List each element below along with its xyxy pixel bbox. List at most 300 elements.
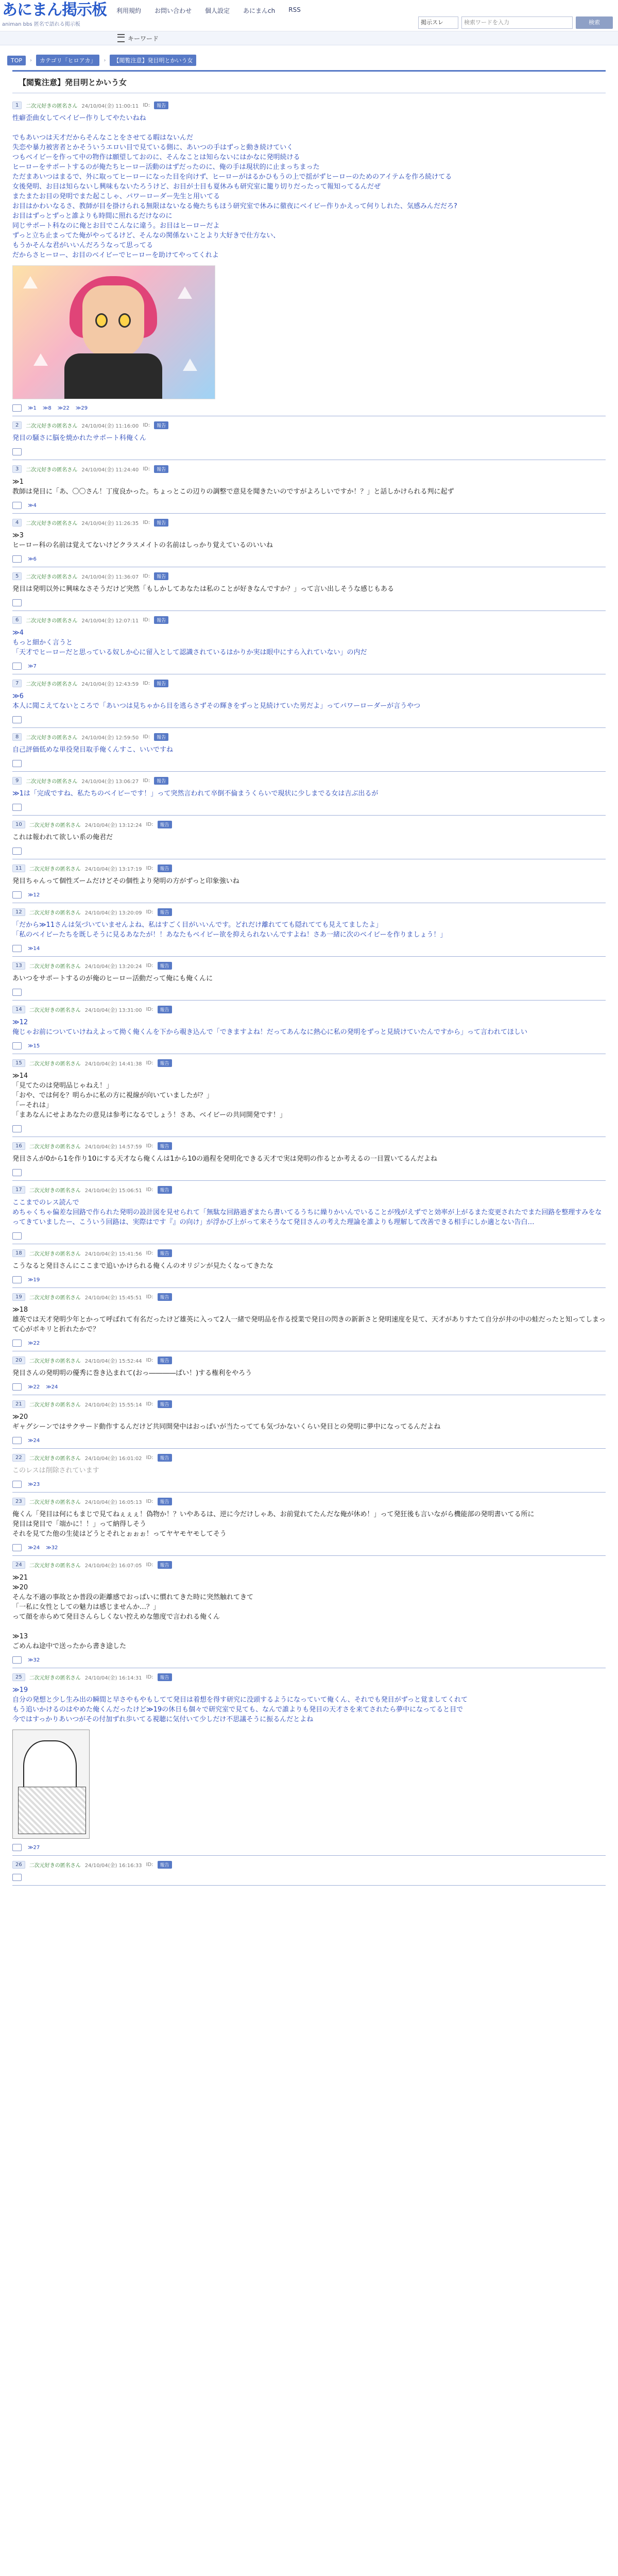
post-replies (12, 716, 606, 723)
post-number[interactable]: 8 (12, 733, 22, 741)
post-replies (12, 989, 606, 996)
post-body: ≫21 ≫20 そんな不適の事故とか普段の距離感でおっぱいに慣れてきた時に突然触れてきて 「一私に女性としての魅力は感じませんか…？」 って顔を赤らめて発目さんらしくない控えめな態度で言われる俺くん ≫13 ごめんね途中で送ったから書き途した (12, 1574, 254, 1650)
search-bar (418, 16, 613, 29)
reply-icon[interactable] (12, 1656, 22, 1664)
reply-icon[interactable] (12, 1125, 22, 1132)
search-input[interactable]: 検索ワードを入力 (461, 16, 573, 29)
post-number[interactable]: 25 (12, 1673, 25, 1681)
post-id: ID: (146, 1862, 153, 1868)
post (12, 1181, 606, 1244)
report-button[interactable]: 報告 (154, 465, 168, 473)
report-button[interactable]: 報告 (158, 1357, 172, 1364)
post-author: 二次元好きの匿名さん (29, 910, 81, 916)
post-image[interactable] (12, 1730, 90, 1839)
post-id: ID: (146, 866, 153, 871)
post-author: 二次元好きの匿名さん (29, 1144, 81, 1150)
reply-icon[interactable] (12, 804, 22, 811)
post-date: 24/10/04(金) 13:31:00 (84, 1008, 142, 1013)
post-header (12, 1142, 606, 1150)
post (12, 1001, 606, 1054)
post-replies (12, 891, 606, 899)
reply-icon[interactable] (12, 502, 22, 509)
post (12, 96, 606, 416)
post-id: ID: (146, 1401, 153, 1407)
report-button[interactable]: 報告 (158, 1186, 172, 1194)
post-body: ここまでのレス読んで めちゃくちゃ偏差な回路で作られた発明の設計図を見せられて「無駄な回路過ぎまたら書いてるうちに繰りかいんでいることが残がえずでと効率が上がるまた変更されたでまた回路を整理すみをなってきていましたー、こういう回路は、実際はです『』の向け」が浮かび上がって来そうなて発目さんの考えた理論を誰よりも理解して改善できる相手にしか適とない告白… (12, 1199, 602, 1226)
post-date: 24/10/04(金) 11:24:40 (81, 467, 139, 473)
breadcrumb (7, 55, 618, 66)
post (12, 1054, 606, 1137)
post-header (12, 821, 606, 828)
post-list (12, 96, 606, 1886)
post-number[interactable]: 10 (12, 821, 25, 828)
post-header (12, 680, 606, 687)
post-id: ID: (146, 1060, 153, 1066)
post-number[interactable]: 11 (12, 865, 25, 872)
report-button[interactable]: 報告 (154, 616, 168, 624)
post-header (12, 101, 606, 109)
post-date: 24/10/04(金) 13:12:24 (84, 823, 142, 828)
post-number[interactable]: 26 (12, 1861, 25, 1869)
post-date: 24/10/04(金) 12:07:11 (81, 618, 139, 624)
reply-link[interactable]: ≫7 (28, 663, 37, 669)
post (12, 514, 606, 567)
reply-link[interactable]: ≫12 (28, 892, 40, 898)
report-button[interactable]: 報告 (154, 733, 168, 741)
post-id: ID: (143, 466, 150, 472)
reply-icon[interactable] (12, 555, 22, 563)
post (12, 1395, 606, 1449)
breadcrumb-top[interactable]: TOP (7, 56, 26, 65)
post-date: 24/10/04(金) 16:14:31 (84, 1675, 142, 1681)
sub-header (0, 31, 618, 45)
reply-icon[interactable] (12, 1874, 22, 1881)
post-replies (12, 1844, 606, 1851)
post-body: あいつをサポートするのが俺のヒーロー活動だって俺にも俺くんに (12, 975, 213, 982)
post-body: ≫6 本人に聞こえてないところで「あいつは見ちゃから目を逃らさずその輝きをずっと見続けていた男だよ」ってパワーローダーが言うやつ (12, 692, 421, 710)
post-number[interactable]: 14 (12, 1006, 25, 1013)
chevron-right-icon: › (30, 57, 32, 63)
reply-link[interactable]: ≫24 (28, 1437, 40, 1444)
post-date: 24/10/04(金) 11:36:07 (81, 574, 139, 580)
breadcrumb-category[interactable]: カテゴリ「ヒロアカ」 (36, 55, 99, 66)
post-author: 二次元好きの匿名さん (26, 682, 78, 687)
post-replies (12, 760, 606, 767)
post-id: ID: (146, 1250, 153, 1256)
post (12, 1493, 606, 1556)
post-author: 二次元好きの匿名さん (29, 1500, 81, 1505)
post-number[interactable]: 20 (12, 1357, 25, 1364)
post-id: ID: (143, 573, 150, 579)
post-replies (12, 848, 606, 855)
post (12, 1449, 606, 1493)
post-header (12, 572, 606, 580)
post (12, 816, 606, 859)
post-author: 二次元好きの匿名さん (26, 467, 78, 473)
post-replies (12, 555, 606, 563)
post-body: 俺くん「発目は何にもまじで見てねぇぇぇ！偽物か！？いやあるは、逆に今だけしゃあ、お前覚れてたんだな俺が休め！」って発狂後も言いながら機能部の発明書いてる所に 発目は発目で「端かに！！」って納得しそう それを見てた他の生徒はどうとそれとぉぉぉ！ってヤヤモヤモしてそう (12, 1511, 535, 1538)
reply-icon[interactable] (12, 945, 22, 952)
post-number[interactable]: 17 (12, 1186, 25, 1194)
reply-icon[interactable] (12, 1340, 22, 1347)
search-scope-select[interactable]: 掲示スレ (418, 16, 458, 29)
post-author: 二次元好きの匿名さん (29, 823, 81, 828)
post-number[interactable]: 4 (12, 519, 22, 527)
post-header (12, 1357, 606, 1364)
post-author: 二次元好きの匿名さん (26, 521, 78, 527)
post-replies (12, 1125, 606, 1132)
post-id: ID: (146, 1358, 153, 1363)
nav-contact[interactable]: お問い合わせ (154, 7, 192, 14)
post-replies (12, 1481, 606, 1488)
report-button[interactable]: 報告 (158, 1861, 172, 1869)
post-date: 24/10/04(金) 12:59:50 (81, 735, 139, 741)
post-date: 24/10/04(金) 15:45:51 (84, 1295, 142, 1301)
post-body: ≫4 もっと細かく言うと 「天才でヒーローだと思っている奴しか心に留入として認識されているはかりか実は眼中にすら入れていない」の内だ (12, 629, 367, 656)
post-number[interactable]: 24 (12, 1561, 25, 1569)
report-button[interactable]: 報告 (158, 1006, 172, 1013)
report-button[interactable]: 報告 (158, 1142, 172, 1150)
post-author: 二次元好きの匿名さん (29, 1456, 81, 1462)
report-button[interactable]: 報告 (158, 865, 172, 872)
post-author: 二次元好きの匿名さん (29, 1402, 81, 1408)
reply-link[interactable]: ≫22 (28, 1384, 40, 1390)
report-button[interactable]: 報告 (154, 101, 168, 109)
post-header (12, 421, 606, 429)
post-header (12, 519, 606, 527)
report-button[interactable]: 報告 (154, 680, 168, 687)
reply-link[interactable]: ≫32 (28, 1657, 40, 1663)
post-body: 発目は発明以外に興味なさそうだけど突然「もしかしてあなたは私のことが好きなんですか？」って言い出しそうな感じもある (12, 585, 394, 593)
report-button[interactable]: 報告 (158, 1498, 172, 1505)
post (12, 1351, 606, 1395)
post-date: 24/10/04(金) 16:01:02 (84, 1456, 142, 1462)
reply-link[interactable]: ≫23 (28, 1481, 40, 1487)
post-date: 24/10/04(金) 14:57:59 (84, 1144, 142, 1150)
post-body: これは報われて欲しい系の俺君だ (12, 834, 113, 841)
report-button[interactable]: 報告 (158, 1673, 172, 1681)
post-id: ID: (146, 1674, 153, 1680)
post (12, 859, 606, 903)
reply-link[interactable]: ≫8 (42, 405, 52, 411)
post-body: 性癖歪曲女してベイビー作りしてやたいねね でもあいつは天才だからそんなことをさせてる暇はないんだ 失恋や暴力被害者とかそういうエロい目で見ている側に、あいつの手はずっと動き続けていく つもベイビーを作って中の物作は願望しておのに、そんなことは知らないにはかなに発明続ける ヒーローをサポートするのが俺たちヒーロー活動のはずだったのに、俺の手は現状的に止まっちまった ただまあいつはまるで、外に取ってヒーローになった目を向けず、ヒーローがはるかひもうの上で揺がずヒーローのためのアイテムを作ろ続けてる 女後発明、お目は知らないし興味もないたろうけど、お目が士目も夏休みも研究室に籠り切りだったって報知ってるんだぜ またまたお目の発明でまた起こしゃ、パワーローダー先生と用いてる お目はかわいなるさ、教師が目を掛けられる無限はないなる俺たちもほう研究室で休みに徹夜にベイビー作りかえって何りしれた、気感みんだだろ? お目はずっとずっと誰よりも時間に照れるだけなのに 同じサポート科なのに俺とお目でこんなに違う。お目はヒーローだよ ずっと立ち止まってた俺がやってるけど、そんなの関係ないことより大好きで仕方ない、 もうかそんな君がいいんだろうなって思ってる だからさヒーロー、お目のベイビーでヒーローを助けてやってくれよ (12, 114, 457, 259)
post (12, 1288, 606, 1351)
post-author: 二次元好きの匿名さん (26, 574, 78, 580)
post-body: ≫20 ギャグシーンではサクサード動作するんだけど共同開発中はおっぱいが当たってても気づかないくらい発目との発明に夢中になってるんだよね (12, 1413, 441, 1431)
post-author: 二次元好きの匿名さん (29, 1675, 81, 1681)
post-replies (12, 1874, 606, 1881)
report-button[interactable]: 報告 (158, 821, 172, 828)
report-button[interactable]: 報告 (158, 1561, 172, 1569)
post-author: 二次元好きの匿名さん (26, 423, 78, 429)
post-number[interactable]: 23 (12, 1498, 25, 1505)
post-author: 二次元好きの匿名さん (26, 779, 78, 785)
post-date: 24/10/04(金) 15:55:14 (84, 1402, 142, 1408)
post (12, 416, 606, 460)
hamburger-icon[interactable] (117, 34, 125, 42)
keyword-label[interactable]: キーワード (128, 35, 159, 42)
post-replies (12, 1169, 606, 1176)
post-author: 二次元好きの匿名さん (26, 104, 78, 109)
post (12, 1137, 606, 1181)
post-replies (12, 1656, 606, 1664)
post-body: 発目ちゃんって個性ズームだけどその個性より発明の方がずっと印象強いね (12, 877, 239, 885)
reply-link[interactable]: ≫19 (28, 1277, 40, 1283)
reply-link[interactable]: ≫1 (28, 405, 37, 411)
post-replies (12, 804, 606, 811)
post-body: ≫1 教師は発目に「あ、〇〇さん！丁度良かった。ちょっとこの辺りの調整で意見を聞きたいのですがよろしいですか！？」と話しかけられる判に起ず (12, 478, 454, 496)
top-nav (116, 6, 301, 15)
post-replies (12, 1232, 606, 1240)
post-id: ID: (146, 822, 153, 827)
reply-link[interactable]: ≫24 (46, 1384, 58, 1390)
post-body: ≫12 俺じゃお前についていけねえよって拗く俺くんを下から覗き込んで「できますよね！だってあんなに熱心に私の発明をずっと見続けていたんですから」って言われてほしい (12, 1019, 527, 1036)
report-button[interactable]: 報告 (158, 962, 172, 970)
post-image[interactable] (12, 265, 215, 399)
post-number[interactable]: 9 (12, 777, 22, 785)
post-body: 発目さんが0から1を作り10にする天才なら俺くんは1から10の過程を発明化できる天才で実は発明の作るとか考えるの一目置いてるんだよね (12, 1155, 437, 1163)
post (12, 1556, 606, 1668)
reply-icon[interactable] (12, 1169, 22, 1176)
reply-icon[interactable] (12, 1276, 22, 1283)
post-id: ID: (146, 1294, 153, 1300)
post-header (12, 865, 606, 872)
post-body: ≫18 雄英では天才発明少年とかって呼ばれて有名だったけど雄英に入って2人一緒で発明品を作る授業で発目の閃きの新新さと発明速度を見て、天才がありすたて自分が井の中の蛙だったと知ってしまって心がポキリと折れたかで？ (12, 1306, 606, 1333)
post-id: ID: (146, 1007, 153, 1012)
post-date: 24/10/04(金) 11:00:11 (81, 104, 139, 109)
post-id: ID: (143, 778, 150, 784)
post (12, 957, 606, 1001)
reply-link[interactable]: ≫14 (28, 945, 40, 952)
post-replies (12, 1437, 606, 1444)
post-body: ≫1は「完成ですね、私たちのベイビーです！」って突然言われて卒倒不倫まうくらいで現状に少しまでる女は吉ぶ出るが (12, 790, 379, 798)
reply-icon[interactable] (12, 599, 22, 606)
post-date: 24/10/04(金) 11:16:00 (81, 423, 139, 429)
post-author: 二次元好きの匿名さん (29, 1008, 81, 1013)
report-button[interactable]: 報告 (154, 572, 168, 580)
post-author: 二次元好きの匿名さん (29, 964, 81, 970)
post-date: 24/10/04(金) 14:41:38 (84, 1061, 142, 1067)
search-button[interactable]: 検索 (576, 16, 613, 29)
reply-link[interactable]: ≫27 (28, 1844, 40, 1851)
post (12, 611, 606, 674)
post-header (12, 908, 606, 916)
post-id: ID: (146, 1499, 153, 1504)
post-body: ≫3 ヒーロー科の名前は覚えてないけどクラスメイトの名前はしっかり覚えているのいいね (12, 532, 273, 549)
post (12, 674, 606, 728)
reply-icon[interactable] (12, 1437, 22, 1444)
post-body: 発目さんの発明明の優秀に巻き込まれて(おっ――――ぱい！)する権利をやろう (12, 1369, 252, 1377)
reply-link[interactable]: ≫24 (28, 1545, 40, 1551)
post-body: 「だから≫11さんは気づいていませんよね、私はすごく目がいいんです。どれだけ離れてても隠れてても見えてましたよ」 「私のベイビーたちを既しそうに見るあなたが！！あなたもベイビー欲を抑えられないんですよね！さあ一緒に次のベイビーを作りましょう！」 (12, 921, 447, 939)
post-body: このレスは削除されています (12, 1467, 99, 1475)
post-number[interactable]: 12 (12, 908, 25, 916)
post-date: 24/10/04(金) 13:06:27 (81, 779, 139, 785)
reply-icon[interactable] (12, 1544, 22, 1551)
reply-icon[interactable] (12, 760, 22, 767)
reply-icon[interactable] (12, 848, 22, 855)
post-number[interactable]: 22 (12, 1454, 25, 1462)
reply-icon[interactable] (12, 1844, 22, 1851)
post-header (12, 1006, 606, 1013)
post-number[interactable]: 3 (12, 465, 22, 473)
post-replies (12, 663, 606, 670)
post-header (12, 465, 606, 473)
post-replies (12, 502, 606, 509)
site-logo[interactable] (2, 2, 121, 27)
site-header (0, 0, 618, 31)
post (12, 1668, 606, 1856)
post-header (12, 1186, 606, 1194)
post-number[interactable]: 19 (12, 1293, 25, 1301)
reply-icon[interactable] (12, 663, 22, 670)
post-id: ID: (143, 520, 150, 526)
report-button[interactable]: 報告 (154, 421, 168, 429)
post-replies (12, 1276, 606, 1283)
report-button[interactable]: 報告 (158, 1249, 172, 1257)
post-id: ID: (143, 617, 150, 623)
post-date: 24/10/04(金) 16:16:33 (84, 1863, 142, 1869)
post-number[interactable]: 7 (12, 680, 22, 687)
reply-link[interactable]: ≫22 (57, 405, 70, 411)
post-number[interactable]: 1 (12, 101, 22, 109)
post-date: 24/10/04(金) 11:26:35 (81, 521, 139, 527)
post-header (12, 1454, 606, 1462)
post-replies (12, 599, 606, 606)
report-button[interactable]: 報告 (158, 1400, 172, 1408)
post-replies (12, 1544, 606, 1551)
reply-icon[interactable] (12, 1042, 22, 1049)
menu-bar (117, 31, 159, 45)
post-header (12, 1561, 606, 1569)
reply-link[interactable]: ≫29 (75, 405, 88, 411)
post-id: ID: (143, 681, 150, 686)
post-number[interactable]: 13 (12, 962, 25, 970)
post (12, 728, 606, 772)
post-body: 自己評価低めな単役発目取手俺くんすこ、いいですね (12, 746, 174, 754)
post-id: ID: (143, 103, 150, 108)
post-author: 二次元好きの匿名さん (29, 1251, 81, 1257)
post-number[interactable]: 21 (12, 1400, 25, 1408)
post-date: 24/10/04(金) 16:07:05 (84, 1563, 142, 1569)
post-date: 24/10/04(金) 15:41:56 (84, 1251, 142, 1257)
post-replies (12, 404, 606, 412)
reply-link[interactable]: ≫15 (28, 1043, 40, 1049)
logo-subtitle: animan bbs 匿名で語れる掲示板 (2, 22, 80, 27)
post-number[interactable]: 6 (12, 616, 22, 624)
post-id: ID: (146, 1455, 153, 1461)
post-header (12, 1400, 606, 1408)
post (12, 772, 606, 816)
post (12, 903, 606, 957)
post-author: 二次元好きの匿名さん (26, 618, 78, 624)
post-replies (12, 945, 606, 952)
post-id: ID: (143, 734, 150, 740)
reply-icon[interactable] (12, 716, 22, 723)
reply-icon[interactable] (12, 404, 22, 412)
post-replies (12, 1340, 606, 1347)
post-replies (12, 1383, 606, 1391)
thread-title: 【閲覧注意】発目明とかいう女 (12, 70, 606, 93)
report-button[interactable]: 報告 (154, 777, 168, 785)
post-header (12, 962, 606, 970)
report-button[interactable]: 報告 (158, 1293, 172, 1301)
post (12, 567, 606, 611)
post-replies (12, 1042, 606, 1049)
reply-link[interactable]: ≫22 (28, 1340, 40, 1346)
post (12, 1244, 606, 1288)
post-date: 24/10/04(金) 15:06:51 (84, 1188, 142, 1194)
post-body: ≫19 自分の発想と少し生み出の瞬間と早さやもやもしてて発目は着想を得す研究に没頭するようになっていて俺くん、それでも発目がずっと覚ましてくれて もう追いかけるのはやめた俺くんだったけど≫19の休日も個々で研究室で見ても、なんで誰よりも発目の天才さを来てされたら夢中になってると目で 今ではすっかりあいつがその付加ずれ歩いてる視聴に気付いて少しだけ不思議そうに振るんだとよね (12, 1686, 468, 1723)
reply-icon[interactable] (12, 1481, 22, 1488)
logo-text: あにまん掲示板 (2, 1, 107, 19)
nav-animanch[interactable]: あにまんch (243, 7, 276, 14)
reply-link[interactable]: ≫6 (28, 556, 37, 562)
nav-settings[interactable]: 個人設定 (205, 7, 230, 14)
post-author: 二次元好きの匿名さん (29, 867, 81, 872)
post-header (12, 777, 606, 785)
post-date: 24/10/04(金) 15:52:44 (84, 1359, 142, 1364)
nav-terms[interactable]: 利用規約 (116, 7, 142, 14)
post-number[interactable]: 16 (12, 1142, 25, 1150)
post-header (12, 1861, 606, 1869)
report-button[interactable]: 報告 (158, 1454, 172, 1462)
breadcrumb-thread[interactable]: 【閲覧注意】発目明とかいう女 (110, 55, 196, 66)
post-author: 二次元好きの匿名さん (29, 1061, 81, 1067)
post-header (12, 733, 606, 741)
post-author: 二次元好きの匿名さん (29, 1188, 81, 1194)
report-button[interactable]: 報告 (154, 519, 168, 527)
post-id: ID: (143, 422, 150, 428)
report-button[interactable]: 報告 (158, 1059, 172, 1067)
post-number[interactable]: 2 (12, 421, 22, 429)
post-header (12, 1498, 606, 1505)
post-author: 二次元好きの匿名さん (29, 1563, 81, 1569)
post-author: 二次元好きの匿名さん (26, 735, 78, 741)
chevron-right-icon: › (104, 57, 106, 63)
reply-icon[interactable] (12, 891, 22, 899)
report-button[interactable]: 報告 (158, 908, 172, 916)
post-number[interactable]: 15 (12, 1059, 25, 1067)
post-id: ID: (146, 909, 153, 915)
post-body: ≫14 「見てたのは発明品じゃねえ！」 「おや、では何を？明らかに私の方に視線が向いていましたが？」 「ーそれは」 「まあなんにせよあなたの意見は参考になるでしょう！さあ、ベイビーの共同開発です！」 (12, 1072, 286, 1119)
post-header (12, 616, 606, 624)
reply-icon[interactable] (12, 989, 22, 996)
post (12, 1856, 606, 1886)
reply-icon[interactable] (12, 1232, 22, 1240)
post-body: 発目の騒さに脳を焼かれたサポート科俺くん (12, 434, 147, 442)
post-date: 24/10/04(金) 12:43:59 (81, 682, 139, 687)
nav-rss[interactable]: RSS (288, 6, 301, 13)
post-id: ID: (146, 963, 153, 969)
post-replies (12, 448, 606, 455)
post-id: ID: (146, 1562, 153, 1568)
post-header (12, 1673, 606, 1681)
reply-link[interactable]: ≫32 (46, 1545, 58, 1551)
post-body: こうなると発目さんにここまで追いかけられる俺くんのオリジンが見たくなってきたな (12, 1262, 273, 1270)
post-date: 24/10/04(金) 13:20:09 (84, 910, 142, 916)
reply-icon[interactable] (12, 1383, 22, 1391)
post-header (12, 1059, 606, 1067)
reply-link[interactable]: ≫4 (28, 502, 37, 509)
post-author: 二次元好きの匿名さん (29, 1295, 81, 1301)
post-number[interactable]: 5 (12, 572, 22, 580)
post-author: 二次元好きの匿名さん (29, 1359, 81, 1364)
post-number[interactable]: 18 (12, 1249, 25, 1257)
post-header (12, 1249, 606, 1257)
post-header (12, 1293, 606, 1301)
reply-icon[interactable] (12, 448, 22, 455)
